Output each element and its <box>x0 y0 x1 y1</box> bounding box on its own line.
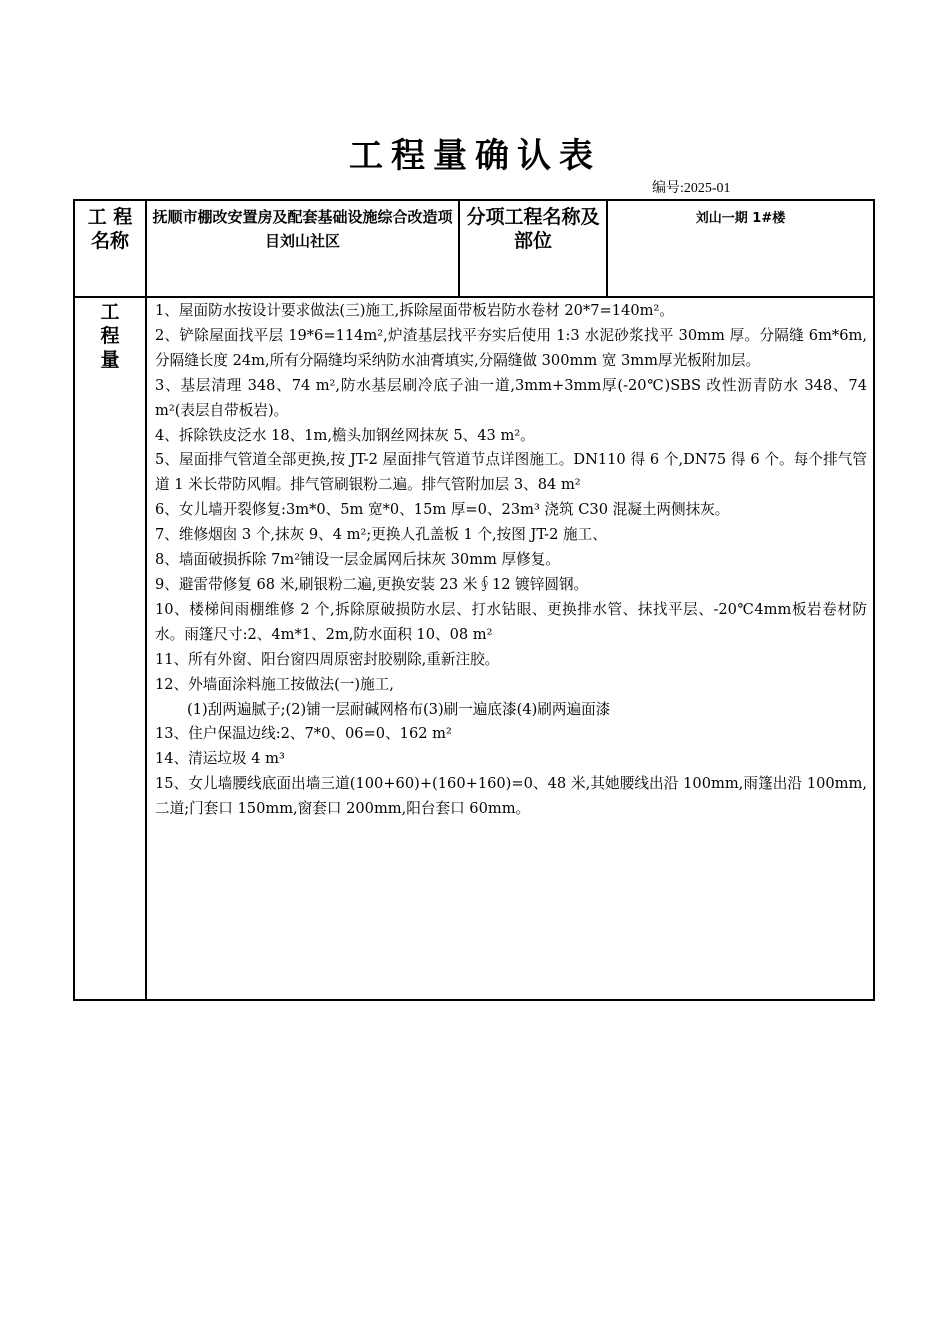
document-title: 工程量确认表 <box>349 136 601 176</box>
quantity-row <box>74 297 874 1000</box>
quantity-confirmation-table <box>73 199 875 1001</box>
project-name-label: 工 程 名称 <box>74 200 146 297</box>
quantity-items <box>146 297 874 1000</box>
document-number: 编号:2025-01 <box>652 181 731 196</box>
quantity-label-char: 程 <box>100 325 120 347</box>
quantity-item: 14、清运垃圾 4 m³ <box>155 750 285 768</box>
quantity-item: 1、屋面防水按设计要求做法(三)施工,拆除屋面带板岩防水卷材 20*7=140m²。 <box>155 302 674 319</box>
quantity-item: 4、拆除铁皮泛水 18、1m,檐头加钢丝网抹灰 5、43 m²。 <box>155 426 535 444</box>
quantity-item: 12、外墙面涂料施工按做法(一)施工, <box>155 675 394 693</box>
quantity-label-char: 量 <box>100 349 120 371</box>
quantity-label-char: 工 <box>100 301 120 323</box>
quantity-item: 5、屋面排气管道全部更换,按 JT-2 屋面排气管道节点详图施工。DN110 得 6 个,DN75 得 6 个。每个排气管道 1 米长带防风帽。排气管刷银粉二遍。排气管附加层 3、84 m² <box>155 451 867 494</box>
quantity-item: 8、墙面破损拆除 7m²铺设一层金属网后抹灰 30mm 厚修复。 <box>155 551 560 569</box>
header-row <box>74 200 874 297</box>
sub-project-label: 分项工程名称及部位 <box>459 200 607 297</box>
quantity-item: 9、避雷带修复 68 米,刷银粉二遍,更换安装 23 米∮12 镀锌圆钢。 <box>155 575 589 593</box>
sub-project-value: 刘山一期 1#楼 <box>607 200 874 297</box>
quantity-subitem: (1)刮两遍腻子;(2)铺一层耐碱网格布(3)刷一遍底漆(4)刷两遍面漆 <box>187 700 611 718</box>
quantity-label <box>74 297 146 1000</box>
quantity-item: 3、基层清理 348、74 m²,防水基层刷冷底子油一道,3mm+3mm厚(-20℃)SBS 改性沥青防水 348、74 m²(表层自带板岩)。 <box>155 376 867 419</box>
quantity-item: 10、楼梯间雨棚维修 2 个,拆除原破损防水层、打水钻眼、更换排水管、抹找平层、-20℃4mm板岩卷材防水。雨篷尺寸:2、4m*1、2m,防水面积 10、08 m² <box>155 600 867 643</box>
quantity-item: 13、住户保温边线:2、7*0、06=0、162 m² <box>155 725 452 743</box>
quantity-item: 7、维修烟囱 3 个,抹灰 9、4 m²;更换人孔盖板 1 个,按图 JT-2 施工、 <box>155 526 607 544</box>
quantity-item: 2、铲除屋面找平层 19*6=114m²,炉渣基层找平夯实后使用 1:3 水泥砂浆找平 30mm 厚。分隔缝 6m*6m,分隔缝长度 24m,所有分隔缝均采纳防水油膏填实,分隔缝做 300mm 宽 3mm厚光板附加层。 <box>155 326 867 369</box>
quantity-item: 15、女儿墙腰线底面出墙三道(100+60)+(160+160)=0、48 米,其她腰线出沿 100mm,雨篷出沿 100mm,二道;门套口 150mm,窗套口 200mm,阳台套口 60mm。 <box>155 775 867 818</box>
quantity-item: 11、所有外窗、阳台窗四周原密封胶剔除,重新注胶。 <box>155 650 500 668</box>
project-name-value: 抚顺市棚改安置房及配套基础设施综合改造项目刘山社区 <box>146 200 459 297</box>
quantity-item: 6、女儿墙开裂修复:3m*0、5m 宽*0、15m 厚=0、23m³ 浇筑 C30 混凝土两侧抹灰。 <box>155 501 730 519</box>
